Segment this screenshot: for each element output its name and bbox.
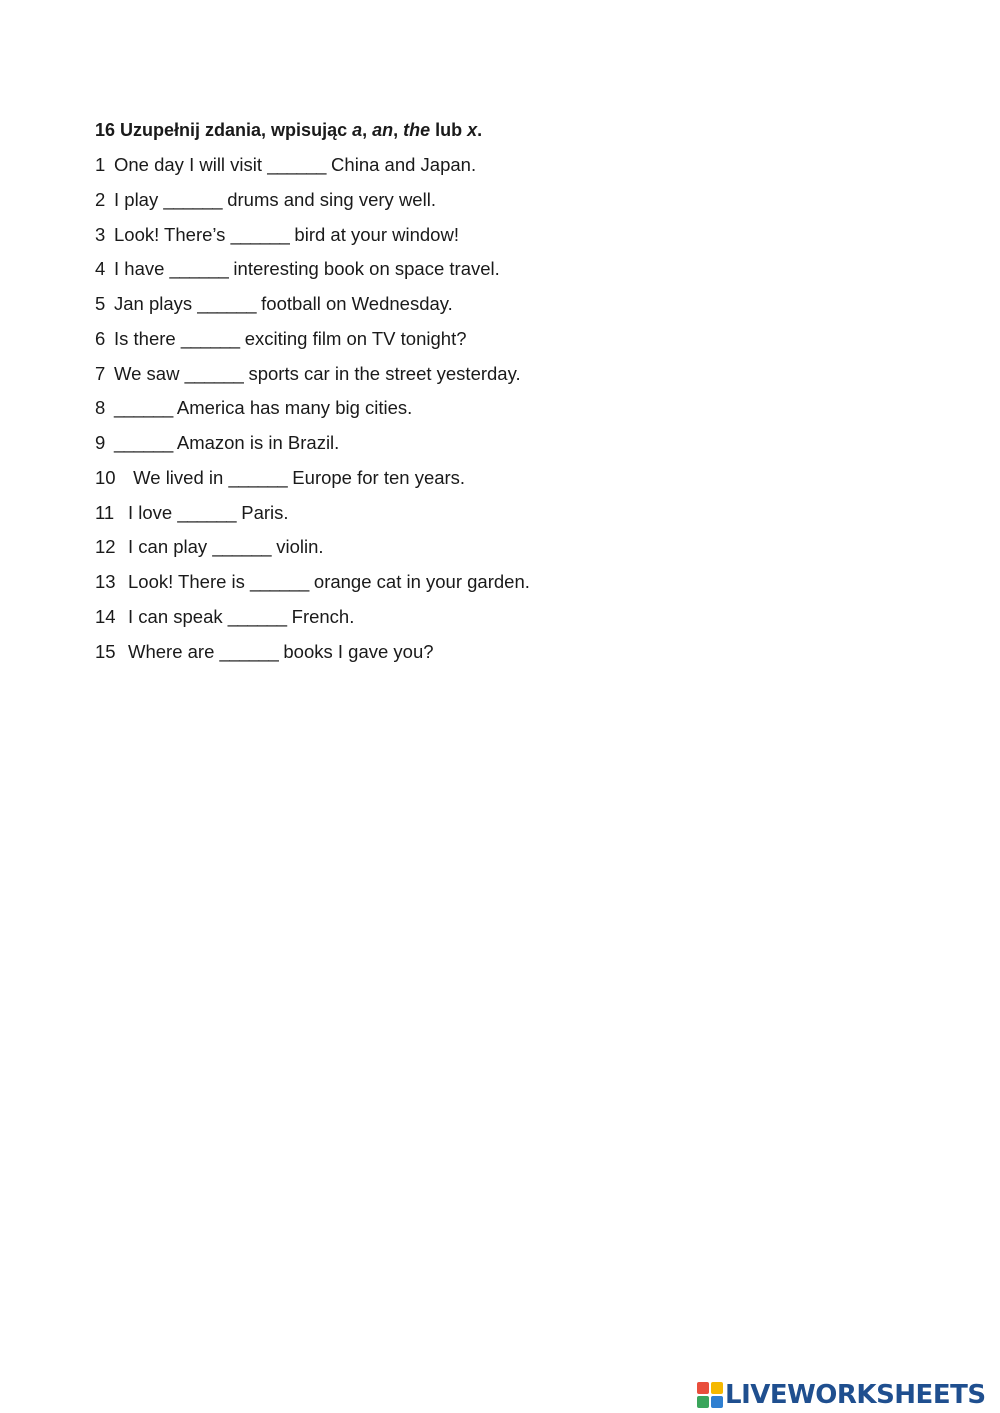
liveworksheets-watermark [697,1378,986,1412]
logo-tile [711,1396,723,1408]
sentence-number: 10 [95,466,116,488]
sentence-item-2 [95,188,530,223]
sentence-text-after: French. [286,605,355,627]
sentence-number: 15 [95,640,116,662]
sentence-text-before: Where are [128,640,220,662]
logo-tile [697,1382,709,1394]
sentence-text-after: China and Japan. [325,154,477,175]
answer-blank[interactable]: ______ [114,432,173,453]
answer-blank[interactable]: ______ [250,571,309,592]
sentence-text-before: We saw [114,362,185,384]
answer-blank[interactable]: ______ [212,536,272,558]
sentence-item-4 [95,257,530,292]
sentence-item-5 [95,292,530,327]
sentence-text-after: Paris. [236,501,289,523]
sentence-number: 6 [95,327,106,349]
sentence-text-before: Jan plays [114,293,198,314]
sentence-text-after: drums and sing very well. [222,188,436,210]
sentence-number: 3 [95,223,106,245]
sentence-number: 2 [95,188,106,210]
sentence-number: 9 [95,432,106,453]
sentence-text-before: We lived in [128,466,229,488]
liveworksheets-wordmark: LIVEWORKSHEETS [725,1380,986,1410]
liveworksheets-logo-icon [697,1382,723,1408]
sentence-text-after: sports car in the street yesterday. [243,362,521,384]
sentence-item-7 [95,362,530,397]
sentence-text-after: football on Wednesday. [256,293,453,314]
answer-blank[interactable]: ______ [219,640,279,662]
answer-blank[interactable]: ______ [197,293,257,314]
sentence-number: 11 [95,501,115,523]
sentence-item-6 [95,327,530,362]
exercise-instruction: Uzupełnij zdania, wpisując a, an, the lub x. [120,120,483,140]
answer-blank[interactable]: ______ [177,501,237,523]
sentence-text-after: orange cat in your garden. [308,571,530,592]
sentence-text-after: America has many big cities. [172,397,413,419]
answer-blank[interactable]: ______ [184,362,244,384]
sentence-text-before: I can speak [128,605,228,627]
sentence-number: 14 [95,605,116,627]
answer-blank[interactable]: ______ [267,154,326,175]
sentence-text-before: Is there [114,327,181,349]
answer-blank[interactable]: ______ [180,327,240,349]
sentence-item-8 [95,396,530,431]
sentence-text-before: I can play [128,536,213,558]
answer-blank[interactable]: ______ [230,223,290,245]
sentence-list [95,153,530,674]
exercise-heading [95,120,482,141]
sentence-text-after: Europe for ten years. [287,466,466,488]
sentence-text-before: One day I will visit [114,154,268,175]
sentence-number: 7 [95,362,106,384]
sentence-item-3 [95,223,530,258]
sentence-text-after: violin. [271,536,324,558]
sentence-item-1 [95,153,530,188]
sentence-text-before: I have [114,258,170,280]
answer-blank[interactable]: ______ [228,466,288,488]
sentence-item-15 [95,640,530,675]
answer-blank[interactable]: ______ [169,258,229,280]
logo-tile [697,1396,709,1408]
logo-tile [711,1382,723,1394]
sentence-number: 5 [95,293,106,314]
sentence-item-14 [95,605,530,640]
sentence-item-13 [95,570,530,605]
sentence-text-after: Amazon is in Brazil. [172,432,340,453]
sentence-text-after: books I gave you? [278,640,434,662]
sentence-item-12 [95,535,530,570]
answer-blank[interactable]: ______ [227,605,287,627]
sentence-number: 4 [95,258,106,280]
sentence-number: 1 [95,154,106,175]
answer-blank[interactable]: ______ [114,397,173,419]
sentence-text-after: interesting book on space travel. [228,258,500,280]
sentence-text-before: I love [128,501,178,523]
sentence-item-11 [95,501,530,536]
sentence-text-before: I play [114,188,164,210]
sentence-number: 13 [95,571,116,592]
sentence-number: 12 [95,536,116,558]
answer-blank[interactable]: ______ [163,188,223,210]
exercise-number: 16 [95,120,116,140]
sentence-item-10 [95,466,530,501]
sentence-text-after: bird at your window! [289,223,459,245]
sentence-number: 8 [95,397,106,419]
sentence-text-before: Look! There’s [114,223,231,245]
sentence-text-before: Look! There is [128,571,251,592]
sentence-text-after: exciting film on TV tonight? [239,327,467,349]
sentence-item-9 [95,431,530,466]
